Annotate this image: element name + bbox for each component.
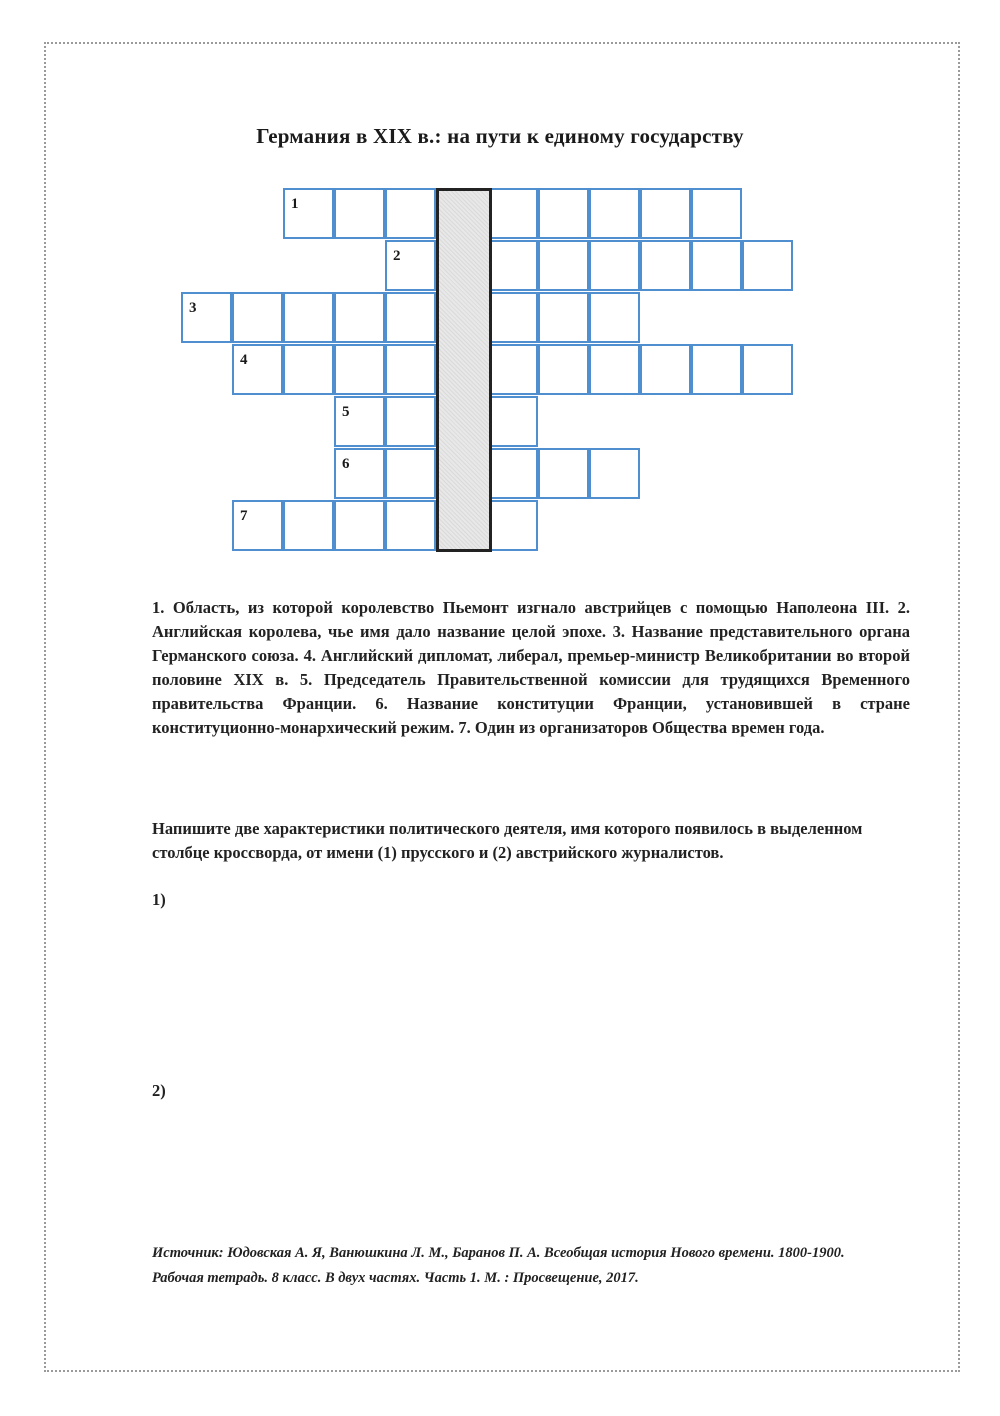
crossword-cell[interactable] (538, 344, 589, 395)
crossword-cell[interactable] (232, 292, 283, 343)
crossword-cell[interactable] (334, 344, 385, 395)
clue-number-4: 4 (240, 352, 248, 368)
crossword-cell[interactable] (385, 292, 436, 343)
highlighted-column[interactable] (436, 188, 492, 552)
crossword-cell[interactable] (487, 240, 538, 291)
crossword-cell[interactable] (487, 344, 538, 395)
crossword-cell[interactable] (283, 344, 334, 395)
crossword-cell[interactable] (385, 500, 436, 551)
crossword-cell[interactable] (589, 448, 640, 499)
crossword-cell[interactable] (691, 188, 742, 239)
crossword-cell[interactable] (538, 240, 589, 291)
crossword-cell[interactable] (742, 240, 793, 291)
answer-label-1: 1) (152, 890, 166, 909)
clue-number-3: 3 (189, 300, 197, 316)
crossword-cell[interactable] (742, 344, 793, 395)
clue-number-7: 7 (240, 508, 248, 524)
crossword-cell[interactable] (538, 448, 589, 499)
crossword-cell[interactable] (640, 188, 691, 239)
crossword-cell[interactable] (691, 344, 742, 395)
crossword-cell[interactable] (385, 448, 436, 499)
crossword-cell[interactable] (640, 344, 691, 395)
crossword-cell[interactable] (589, 292, 640, 343)
crossword-cell[interactable] (589, 240, 640, 291)
crossword-cell[interactable] (589, 188, 640, 239)
question-paragraph: Напишите две характеристики политического деятеля, имя которого появилось в выделенном столбце кроссворда, от имени (1) прусского и (2) австрийского журналистов. (152, 819, 863, 862)
crossword-grid (0, 0, 1000, 600)
crossword-cell[interactable] (334, 292, 385, 343)
crossword-cell[interactable] (538, 188, 589, 239)
crossword-cell[interactable] (487, 188, 538, 239)
clue-number-5: 5 (342, 404, 350, 420)
crossword-cell[interactable] (334, 188, 385, 239)
crossword-cell[interactable] (589, 344, 640, 395)
crossword-cell[interactable] (283, 292, 334, 343)
crossword-cell[interactable] (385, 344, 436, 395)
crossword-cell[interactable] (538, 292, 589, 343)
crossword-cell[interactable] (334, 500, 385, 551)
clues-paragraph: 1. Область, из которой королевство Пьемонт изгнало австрийцев с помощью Наполеона III. 2. Английская королева, чье имя дало название целой эпохе. 3. Название представительного органа Германского союза. 4. Английский дипломат, либерал, премьер-министр Великобритании во второй половине XIX в. 5. Председатель Правительственной комиссии для трудящихся Временного правительства Франции. 6. Название конституции Франции, установившей в стране конституционно-монархический режим. 7. Один из организаторов Общества времен года. (152, 598, 910, 737)
clue-number-1: 1 (291, 196, 299, 212)
crossword-cell[interactable] (640, 240, 691, 291)
clue-number-2: 2 (393, 248, 401, 264)
crossword-cell[interactable] (487, 500, 538, 551)
clue-number-6: 6 (342, 456, 350, 472)
crossword-cell[interactable] (487, 448, 538, 499)
crossword-cell[interactable] (487, 396, 538, 447)
crossword-cell[interactable] (385, 396, 436, 447)
answer-label-2: 2) (152, 1081, 166, 1100)
source-citation: Источник: Юдовская А. Я, Ванюшкина Л. М., Баранов П. А. Всеобщая история Нового времени. 1800-1900. Рабочая тетрадь. 8 класс. В двух частях. Часть 1. М. : Просвещение, 2017. (152, 1245, 845, 1286)
crossword-cell[interactable] (283, 500, 334, 551)
page-title: Германия в XIX в.: на пути к единому государству (256, 124, 744, 148)
crossword-cell[interactable] (487, 292, 538, 343)
crossword-cell[interactable] (691, 240, 742, 291)
crossword-cell[interactable] (385, 188, 436, 239)
